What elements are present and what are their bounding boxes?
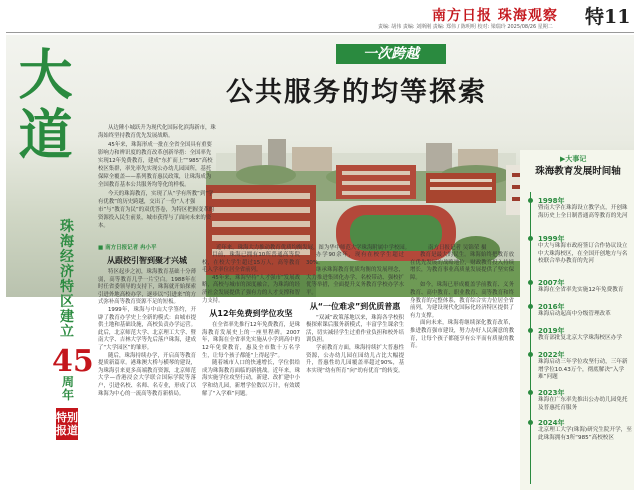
lead-paragraph: 45年来，珠海形成一批在全省全国具有重要影响力和辨识度的教育改革创新举措：全国率先实现12年免费教育，建成“东扩而上”“985”高校校区集群，率先率先实现公办幼儿园园所，基托保障全覆盖——系列教育惠民政策，让珠海成为全国教育基本公共服务均等化的样板。 — [98, 142, 213, 188]
page-number: 特11 — [585, 6, 631, 28]
masthead-rule — [6, 32, 634, 33]
timeline-text: 中大与珠海市政府签订合作协议设立中大珠海校区，在全国开创地方与名校联合举办教育的先河 — [538, 243, 628, 264]
article-paragraph: 1999年，珠海与中山大学签约，开辟了教育办学史上全新的模式：由城市提供土地和基础设施，高校负责办学运营。此后，北京师范大学、北京理工大学、暨南大学、吉林大学等先后落户珠海，建成了“大学园区”的雏形。 — [98, 306, 196, 351]
article-paragraph: 如今，珠海已形成覆盖学前教育、义务教育、高中教育、职业教育、高等教育和终身教育的完整体系，教育综合实力位居全省前列，为建设现代化国际化经济特区提供了有力支撑。 — [410, 282, 514, 319]
article-paragraph: “双减”政策落地以来，珠海各学校积极探索课后服务新模式，丰富学生课余生活，切实减轻学生过重作业负担和校外培训负担。 — [306, 314, 404, 344]
lead-paragraph: 今天的珠海教育，实现了从“学有所教”到“学有优教”的历史跨越，交出了一份“人才强市”与“教育为民”的双优答卷，为特区把握变革的资源投入民生前景，城市获得与了面向未来的资本。 — [98, 191, 215, 229]
article-paragraph: 学前教育方面，珠海持续扩大普惠性资源，公办幼儿园在园幼儿占比大幅提升，普惠性幼儿园覆盖率超过90%，基本实现“幼有所育”向“幼有优育”的转变。 — [306, 344, 404, 374]
timeline-text: 教育部批复北京大学珠海校区办学 — [538, 335, 622, 341]
masthead — [0, 0, 640, 32]
timeline-dot-icon — [528, 420, 533, 425]
article-paragraph: 目前，珠海已拥有10所普通高等院校，在校大学生超过15万人，高等教育毛入学率位居全省前列。 — [202, 252, 300, 274]
timeline-text: 珠海在全省率先实施12年免费教育 — [538, 287, 624, 293]
lead-paragraph: 从边陲小城跃升为现代化国际化滨海新市，珠海始终坚持教育优先发展战略。 — [98, 125, 216, 139]
article-paragraph: 随着城市人口的快速增长，学位供给成为珠海教育面临的新挑战。近年来，珠海实施学位攻坚行动，新建、改扩建中小学和幼儿园，新增学位数以万计，有效缓解了“入学难”问题。 — [202, 360, 300, 397]
article-paragraph: 在全省率先推行12年免费教育，是珠海教育发展史上的一座里程碑。2007年，珠海在全省率先实施从小学到高中的12年免费教育，惠及全市数十万名学生，让每个孩子都能“上得起学”。 — [202, 322, 300, 359]
sidebar-tag: ▶大事记 — [560, 155, 587, 163]
timeline-year: 2007年 — [538, 279, 565, 287]
article-paragraph: 办学90余年，现有在校学生超过30%。 — [306, 252, 404, 266]
vertical-title: 大道 — [10, 46, 74, 166]
section-heading: 从12年免费到学位攻坚 — [209, 309, 293, 319]
article-paragraph: 教育是最大的民生。珠海始终把教育放在优先发展的战略地位，财政教育投入持续增长，为教育事业高质量发展提供了坚实保障。 — [410, 252, 514, 281]
lead-paragraphs — [98, 124, 216, 231]
timeline-text: 暨南大学在珠海设立教学点，开创珠海历史上全日制普通高等教育的先河 — [538, 205, 628, 219]
photographer-credit: 南方日报记者 吴锦荣 摄 — [428, 245, 487, 251]
article-column-1 — [98, 252, 196, 398]
timeline-year: 1998年 — [538, 197, 565, 205]
timeline-text: 北京理工大学(珠海)研究生院开学，至此珠海拥有3所“985”高校校区 — [538, 427, 632, 441]
timeline-year: 2022年 — [538, 351, 565, 359]
timeline-text: 珠海启动起高中分级管理改革 — [538, 311, 611, 317]
vertical-subtitle: 珠海经济特区建立 — [60, 219, 74, 340]
timeline-dot-icon — [528, 352, 533, 357]
section-heading: 从跟校引智到聚才兴城 — [107, 256, 187, 265]
timeline-dot-icon — [528, 328, 533, 333]
timeline-dot-icon — [528, 390, 533, 395]
timeline-dot-icon — [528, 280, 533, 285]
article-paragraph: 特区起步之初，珠海教育基础十分薄弱，高等教育几乎一片空白。1988年在时任省委领导的支持下，珠海就开始探索引进外地高校办学，逐步以“引进来”的方式弥补高等教育资源不足的短板。 — [98, 269, 196, 306]
anniversary-number: 45 — [52, 344, 94, 379]
photo-caption: 近年来，珠海大力推动教育优质均衡发展，图为华中师范大学珠海附属中学校园。 — [216, 245, 411, 251]
section-heading: 从“一位难求”到优质普惠 — [309, 301, 401, 311]
timeline-text: 珠海启动三年学位攻坚行动，三年新增学位10.43万个，彻底解决“入学难”问题 — [538, 359, 628, 380]
timeline-year: 2023年 — [538, 389, 565, 397]
reporter-credit: ■ 南方日报记者 冉小平 — [98, 245, 157, 251]
article-column-2 — [202, 252, 300, 398]
timeline-year: 2016年 — [538, 303, 565, 311]
sidebar-title: 珠海教育发展时间轴 — [535, 166, 621, 177]
newspaper-title: 南方日报 珠海观察 — [432, 8, 558, 24]
headline: 公共服务的均等探索 — [226, 77, 487, 108]
timeline-year: 2019年 — [538, 327, 565, 335]
editor-credits: 责编: 胡伟 责编: 刘斯刚 责编: 郑伟 / 陈明明 校对: 梁瑞玲 2025/08/26 星期二 — [378, 24, 553, 30]
timeline-year: 1999年 — [538, 235, 565, 243]
article-paragraph: 面向未来，珠海将继续深化教育改革，推进教育强市建设，努力办好人民满意的教育，让每个孩子都能享有公平而有质量的教育。 — [410, 320, 514, 350]
article-paragraph: 45年来，珠海坚持“人才强市”发展战略，高校与城市的深度融合，为珠海的经济社会发展提供了强有力的人才支撑和智力支持。 — [202, 274, 300, 304]
timeline-sidebar — [520, 150, 634, 490]
article-paragraph: 随后，珠海持续办学，开启高等教育提质新篇章。港珠澳大桥与横琴的建设，为珠海引来更多高端教育资源，北京师范大学—香港浸会大学联合国际学院等落户，引进名校、名师、名专业，形成了以珠海为中心的一流高等教育新格局。 — [98, 352, 196, 397]
timeline-year: 2024年 — [538, 419, 565, 427]
special-report-badge: 特别报道 — [56, 408, 78, 440]
anniversary-label: 周年 — [61, 375, 74, 402]
article-paragraph: 继承珠海教育优质均衡的发展理念，大力推进集团化办学、名校带动、强校扩优等举措，全面提升义务教育学校办学水平。 — [306, 267, 404, 296]
timeline-dot-icon — [528, 304, 533, 309]
timeline-dot-icon — [528, 198, 533, 203]
article-column-4 — [410, 252, 514, 351]
article-column-3 — [306, 252, 404, 375]
timeline-dot-icon — [528, 236, 533, 241]
headline-kicker: 一次跨越 — [336, 44, 446, 64]
timeline-text: 珠海在广东率先推出公办幼儿园免托及普惠托育服务 — [538, 397, 628, 411]
